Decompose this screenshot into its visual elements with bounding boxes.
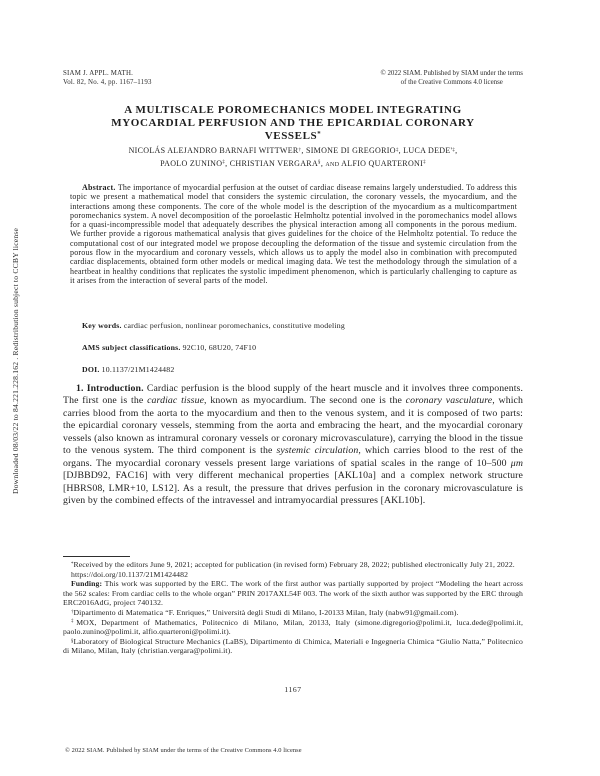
abstract-paragraph: Abstract. The importance of myocardial perfusion at the outset of cardiac disease remains largely understudied. To address this topic we present a mathematical model that considers the systemic circulation, the coronary vessels, the myocardium, and the interactions among these components. The core of the whole model is the description of the myocardium as a multicompartment poromechanics system. A novel decomposition of the poroelastic Helmholtz potential involved in the poromechanics model allows for a quasi-incompressible model that adequately describes the physical interaction among all components in the porous medium. We further provide a rigorous mathematical analysis that gives guidelines for the choice of the Helmholtz potential. To reduce the computational cost of our integrated model we propose decoupling the deformation of the tissue and systemic circulation from the porous flow in the myocardium and coronary vessels, which allows us to apply the model also in combination with precomputed cardiac displacements, obtained form other models or medical imaging data. We test the methodology through the simulation of a heartbeat in healthy conditions that replicates the systolic impediment phenomenon, which is particularly challenging to capture as it arises from the interaction of several parts of the model. [70,183,517,285]
doi-line: DOI. 10.1137/21M1424482 [82,365,175,374]
footnotes-block [63,560,523,656]
download-notice: Downloaded 08/03/22 to 84.221.228.162 . Redistribution subject to CCBY license [11,227,20,494]
introduction-paragraph: 1. Introduction. Cardiac perfusion is the blood supply of the heart muscle and it involves three components. The first one is the cardiac tissue, known as myocardium. The second one is the coronary vasculature, which carries blood from the aorta to the myocardium and then to the venous system, and it is composed of two parts: the epicardial coronary vessels, stemming from the aorta and embracing the heart, and the myocardial coronary vessels (also known as intramural coronary vessels or coronary microvasculature), carrying the blood in the tissue to the venous system. The third component is the systemic circulation, which carries blood to the rest of the organs. The myocardial coronary vessels present large variations of spatial scales in the range of 10–500 μm [DJBBD92, FAC16] with very different mechanical properties [AKL10a] and a complex network structure [HBRS08, LMR+10, LS12]. As a result, the pressure that drives perfusion in the coronary microvasculature is given by the combined effects of the intravessel and intramyocardial pressures [AKL10b]. [63,383,523,507]
bottom-license-note: © 2022 SIAM. Published by SIAM under the terms of the Creative Commons 4.0 license [65,747,302,754]
authors-line-1: NICOLÁS ALEJANDRO BARNAFI WITTWER†, SIMONE DI GREGORIO‡, LUCA DEDE'‡, [128,146,458,155]
footnote-affiliation-1: †Dipartimento di Matematica “F. Enriques,” Università degli Studi di Milano, I-20133 Milan, Italy (nabw91@gmail.com). [71,607,459,617]
copyright-note [381,70,523,87]
copyright-line-2: of the Creative Commons 4.0 license [400,78,503,86]
footnote-received: *Received by the editors June 9, 2021; accepted for publication (in revised form) February 28, 2022; published electronically July 21, 2022. [71,560,515,569]
footnote-doi-url[interactable]: https://doi.org/10.1137/21M1424482 [71,569,189,579]
authors-line-2: PAOLO ZUNINO‡, CHRISTIAN VERGARA§, and ALFIO QUARTERONI‡ [160,158,426,168]
journal-volume-line: Vol. 82, No. 4, pp. 1167–1193 [63,78,152,86]
keywords-line: Key words. cardiac perfusion, nonlinear poromechanics, constitutive modeling [82,321,345,330]
footnote-affiliation-2: ‡MOX, Department of Mathematics, Politecnico di Milano, Milan, 20133, Italy (simone.digregorio@polimi.it, luca.dede@polimi.it, paolo.zunino@polimi.it, alfio.quarteroni@polimi.it). [63,617,523,637]
title-line-1: A MULTISCALE POROMECHANICS MODEL INTEGRATING [124,104,462,116]
author-list [63,145,523,170]
title-line-2: MYOCARDIAL PERFUSION AND THE EPICARDIAL CORONARY [111,117,475,130]
page-number: 1167 [284,685,302,694]
footnote-divider [63,556,130,557]
journal-name: SIAM J. APPL. MATH. [63,70,134,77]
footnote-funding: Funding: This work was supported by the ERC. The work of the first author was partially supported by project “Modeling the heart across the 562 scales: From cardiac cells to the whole organ” PRIN 2017AXL54F 003. The work of the sixth author was supported by the ERC through ERC2016AdG, project 740132. [63,579,523,608]
footnote-affiliation-3: §Laboratory of Biological Structure Mechanics (LaBS), Dipartimento di Chimica, Materiali e Ingegneria Chimica “Giulio Natta,” Politecnico di Milano, Milan, Italy (christian.vergara@polimi.it). [63,636,523,656]
journal-reference [63,70,152,87]
journal-header [63,70,523,87]
copyright-line-1: © 2022 SIAM. Published by SIAM under the terms [380,70,523,77]
title-line-3: VESSELS* [264,130,322,143]
paper-title [63,104,523,144]
ams-classifications-line: AMS subject classifications. 92C10, 68U20, 74F10 [82,343,257,352]
